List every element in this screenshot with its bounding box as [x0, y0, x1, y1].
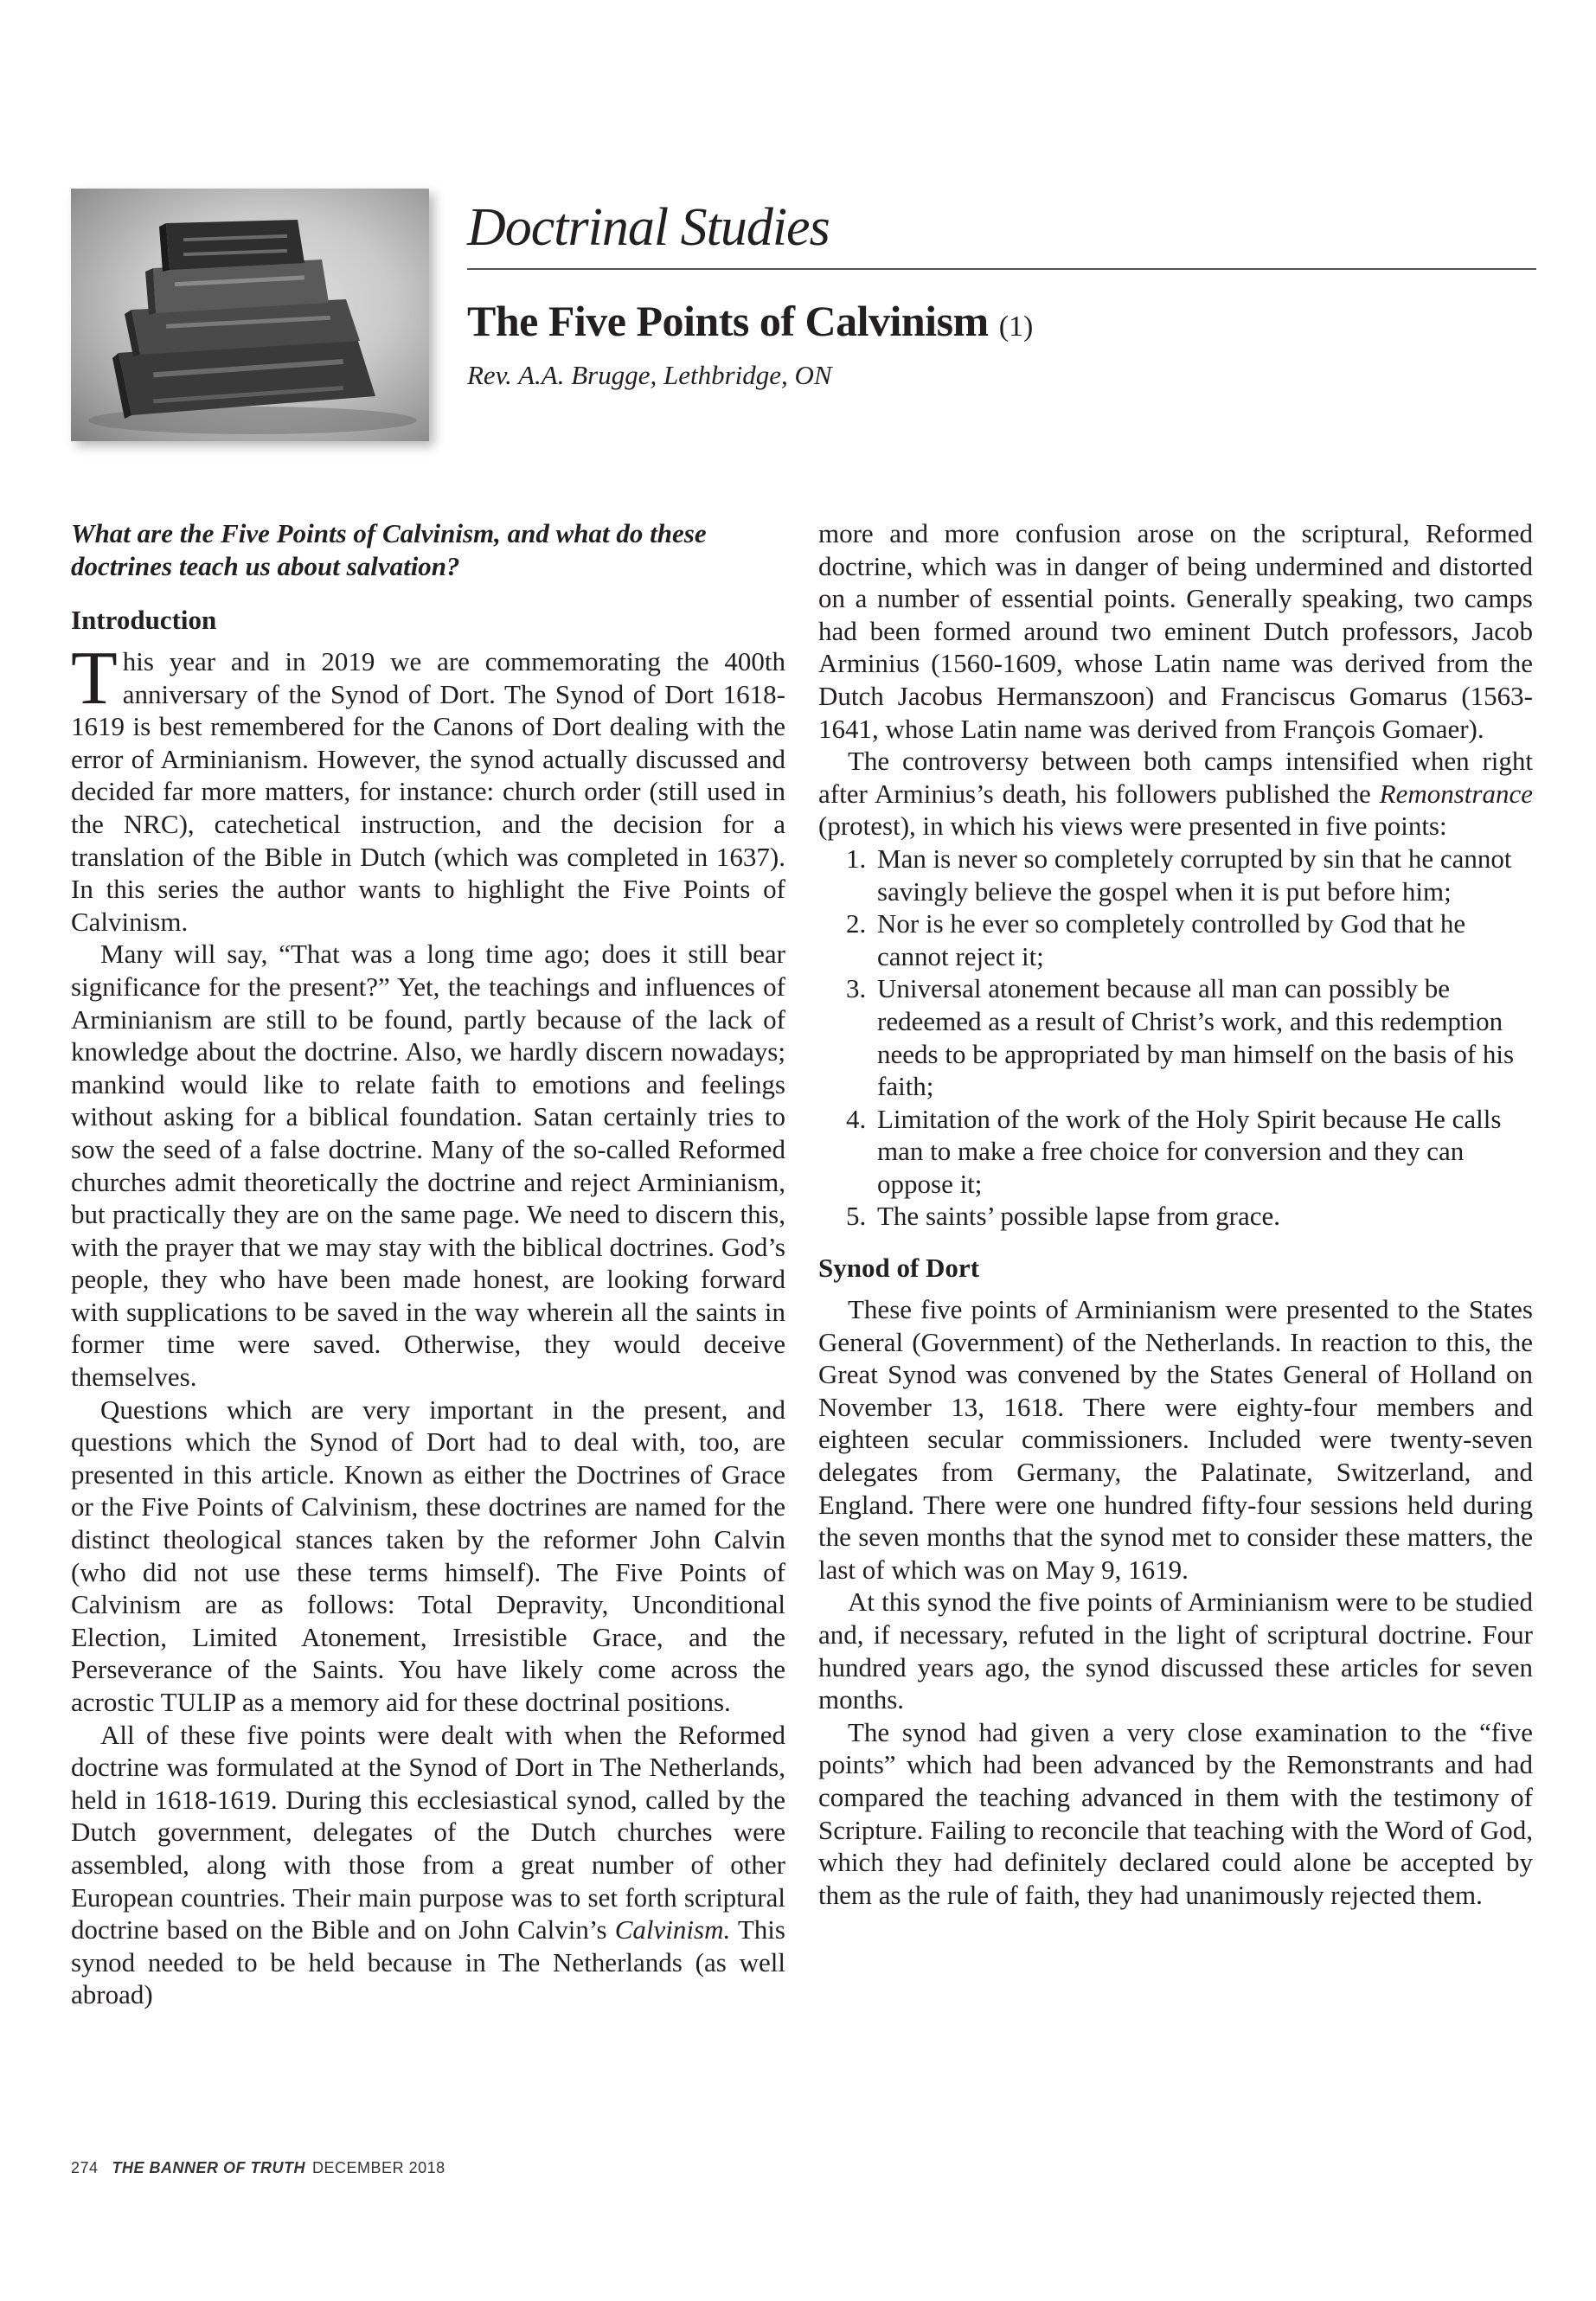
article-title	[467, 299, 1033, 343]
intro-paragraph-3: Questions which are very important in the present, and questions which the Synod of Dort had to deal with, too, are presented in this article. Known as either the Doctrines of Grace or the Five Points of Calvinism, these doctrines are named for the distinct theological stances taken by the reformer John Calvin (who did not use these terms himself). The Five Points of Calvinism are as follows: Total Depravity, Unconditional Election, Limited Atonement, Irresistible Grace, and the Perseverance of the Saints. You have likely come across the acrostic TULIP as a memory aid for these doctrinal positions.	[71, 1394, 785, 1717]
title-rule	[467, 268, 1536, 270]
right-paragraph-2-text-a: The controversy between both camps intensified when right after Arminius’s death, his followers published the	[818, 746, 1533, 809]
right-paragraph-1: more and more confusion arose on the scriptural, Reformed doctrine, which was in danger of being undermined and distorted on a number of essential points. Generally speaking, two camps had been formed around two eminent Dutch professors, Jacob Arminius (1560-1609, whose Latin name was derived from the Dutch Jacobus Hermanszoon) and Franciscus Gomarus (1563-1641, whose Latin name was derived from François Gomaer).	[818, 518, 1533, 744]
intro-paragraph-1-text: his year and in 2019 we are commemorating the 400th anniversary of the Synod of Dort. The Synod of Dort 1618-1619 is best remembered for the Canons of Dort dealing with the error of Arminianism. However, the synod actually discussed and decided far more matters, for instance: church order (still used in the NRC), catechetical instruction, and the decision for a translation of the Bible in Dutch (which was completed in 1637). In this series the author wants to highlight the Five Points of Calvinism.	[71, 646, 785, 937]
page-footer	[71, 2159, 445, 2177]
heading-introduction: Introduction	[71, 605, 217, 635]
list-item-number: 5.	[846, 1201, 867, 1232]
list-item-number: 3.	[846, 973, 867, 1004]
list-item-text: The saints’ possible lapse from grace.	[877, 1201, 1280, 1232]
intro-paragraph-4	[71, 1719, 785, 2011]
list-item	[818, 1103, 1533, 1201]
section-title: Doctrinal Studies	[467, 198, 830, 257]
publication-name: THE BANNER OF TRUTH	[112, 2159, 306, 2176]
list-item	[818, 843, 1533, 907]
intro-paragraph-4-italic: Calvinism.	[614, 1914, 731, 1945]
right-paragraph-2-text-b: (protest), in which his views were presented in five points:	[818, 811, 1447, 842]
right-paragraph-2-italic: Remonstrance	[1379, 778, 1533, 809]
article-part: (1)	[998, 311, 1034, 343]
right-paragraph-3: These five points of Arminianism were presented to the States General (Government) of the Netherlands. In reaction to this, the Great Synod was convened by the States General of Holland on November 13, 1618. There were eighty-four members and eighteen secular commissioners. Included were twenty-seven delegates from Germany, the Palatinate, Switzerland, and England. There were one hundred fifty-four sessions held during the seven months that the synod met to consider these matters, the last of which was on May 9, 1619.	[818, 1294, 1533, 1585]
drop-cap: T	[71, 637, 118, 721]
intro-paragraph-4-text-b: This synod needed to be held because in The Netherlands (as well abroad)	[71, 1914, 785, 2010]
page-number: 274	[71, 2159, 99, 2176]
list-item	[818, 972, 1533, 1102]
right-column	[818, 517, 1533, 1911]
list-item-text: Nor is he ever so completely controlled by God that he cannot reject it;	[877, 908, 1466, 971]
list-item-text: Universal atonement because all man can possibly be redeemed as a result of Christ’s work, and this redemption needs to be appropriated by man himself on the basis of his faith;	[877, 973, 1515, 1102]
list-item-text: Man is never so completely corrupted by sin that he cannot savingly believe the gospel when it is put before him;	[877, 843, 1512, 907]
intro-paragraph-1	[71, 637, 785, 938]
stacked-books-illustration	[71, 189, 429, 441]
byline: Rev. A.A. Brugge, Lethbridge, ON	[467, 360, 832, 390]
stacked-books-photo	[71, 189, 429, 441]
intro-paragraph-2: Many will say, “That was a long time ago; does it still bear significance for the present?” Yet, the teachings and influences of Arminianism are still to be found, partly because of the lack of knowledge about the doctrine. Also, we hardly discern nowadays; mankind would like to relate faith to emotions and feelings without asking for a biblical foundation. Satan certainly tries to sow the seed of a false doctrine. Many of the so-called Reformed churches admit theoretically the doctrine and reject Arminianism, but practically they are on the same page. We need to discern this, with the prayer that we may stay with the biblical doctrines. God’s people, they who have been made honest, are looking forward with supplications to be saved in the way wherein all the saints in former time were saved. Otherwise, they would deceive themselves.	[71, 939, 785, 1393]
list-item	[818, 1200, 1533, 1233]
right-paragraph-4: At this synod the five points of Arminianism were to be studied and, if necessary, refuted in the light of scriptural doctrine. Four hundred years ago, the synod discussed these articles for seven months.	[818, 1586, 1533, 1715]
lead-question: What are the Five Points of Calvinism, and what do these doctrines teach us about salvation?	[71, 518, 707, 581]
left-column	[71, 517, 785, 2011]
list-item-number: 4.	[846, 1103, 867, 1134]
list-item	[818, 907, 1533, 972]
intro-paragraph-4-text-a: All of these five points were dealt with when the Reformed doctrine was formulated at the Synod of Dort in The Netherlands, held in 1618-1619. During this ecclesiastical synod, called by the Dutch government, delegates of the Dutch churches were assembled, along with those from a great number of other European countries. Their main purpose was to set forth scriptural doctrine based on the Bible and on John Calvin’s	[71, 1719, 785, 1945]
arminian-points-list	[818, 843, 1533, 1233]
right-paragraph-2	[818, 745, 1533, 843]
article-title-text: The Five Points of Calvinism	[467, 297, 989, 345]
right-paragraph-5: The synod had given a very close examination to the “five points” which had been advanced by the Remonstrants and had compared the teaching advanced in them with the testimony of Scripture. Failing to reconcile that teaching with the Word of God, which they had definitely declared could alone be accepted by them as the rule of faith, they had unanimously rejected them.	[818, 1716, 1533, 1910]
issue-date: DECEMBER 2018	[312, 2159, 445, 2176]
list-item-text: Limitation of the work of the Holy Spirit because He calls man to make a free choice for conversion and they can oppose it;	[877, 1103, 1502, 1199]
heading-synod-of-dort: Synod of Dort	[818, 1253, 980, 1284]
list-item-number: 2.	[846, 908, 867, 939]
list-item-number: 1.	[846, 843, 867, 874]
